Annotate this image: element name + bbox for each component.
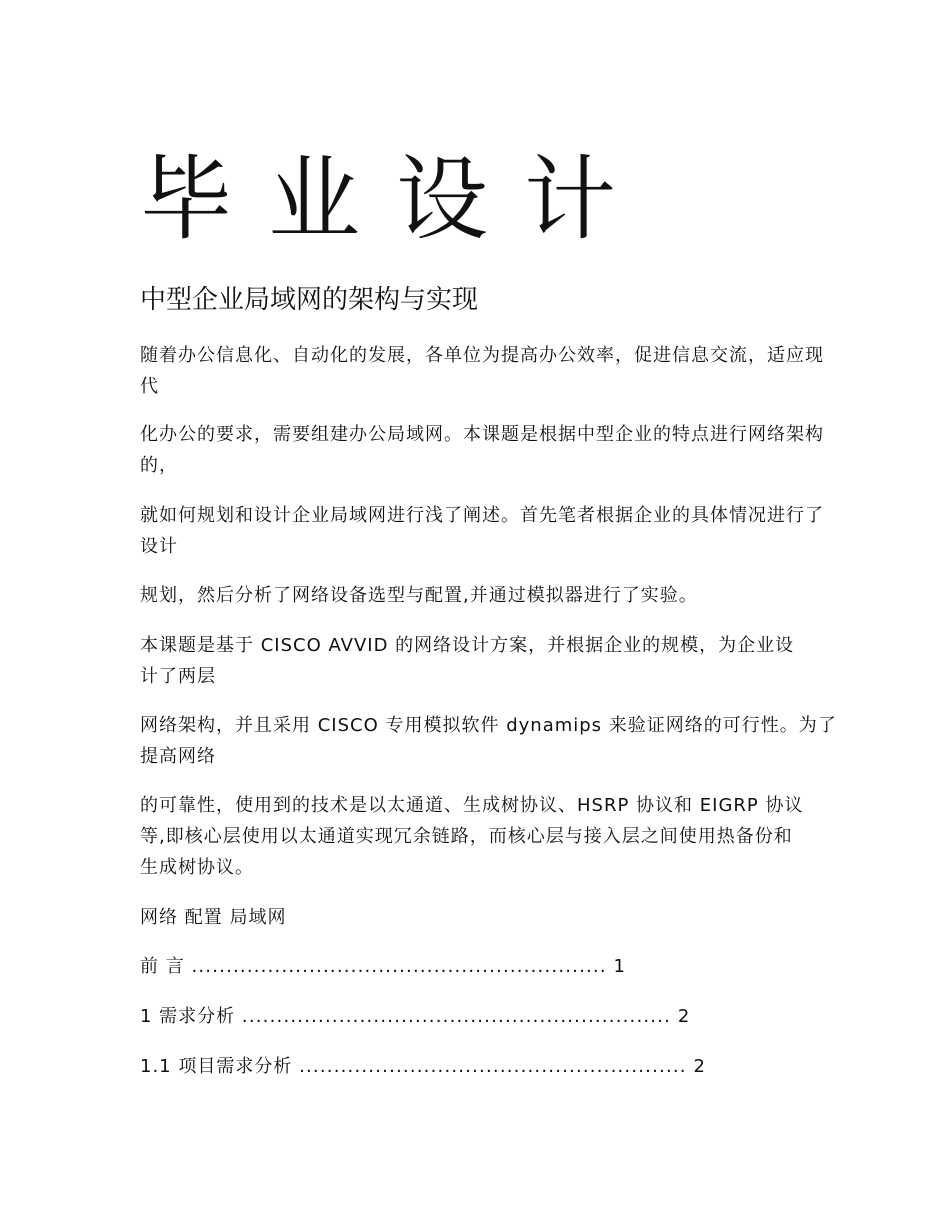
toc-entry-dots: .............................................................. — [241, 1006, 672, 1027]
toc-entry-page: 2 — [677, 1006, 691, 1027]
abstract-paragraph-2: 化办公的要求，需要组建办公局域网。本课题是根据中型企业的特点进行网络架构的， — [140, 424, 824, 476]
keywords: 网络 配置 局域网 — [140, 907, 287, 928]
abstract-paragraph-6: 网络架构，并且采用 CISCO 专用模拟软件 dynamips 来验证网络的可行性。为了提高网络 — [140, 715, 837, 767]
toc-entry-dots: ........................................................ — [299, 1056, 687, 1077]
toc-entry-label: 1 需求分析 — [140, 1006, 236, 1027]
abstract-paragraph-4: 规划，然后分析了网络设备选型与配置,并通过模拟器进行了实验。 — [140, 585, 698, 606]
abstract-paragraph-3: 就如何规划和设计企业局域网进行浅了阐述。首先笔者根据企业的具体情况进行了设计 — [140, 505, 824, 557]
toc-entry-page: 2 — [693, 1056, 706, 1077]
thesis-subtitle: 中型企业局域网的架构与实现 — [140, 285, 479, 315]
abstract-paragraph-1: 随着办公信息化、自动化的发展，各单位为提高办公效率，促进信息交流，适应现代 — [140, 345, 824, 397]
abstract-paragraph-7: 的可靠性，使用到的技术是以太通道、生成树协议、HSRP 协议和 EIGRP 协议等,即核心层使用以太通道实现冗余链路，而核心层与接入层之间使用热备份和生成树协议。 — [140, 795, 804, 878]
toc-entry-label: 前 言 — [140, 956, 185, 977]
toc-entry-requirements[interactable] — [140, 1003, 690, 1031]
toc-entry-preface[interactable] — [140, 953, 626, 981]
toc-entry-label: 1.1 项目需求分析 — [140, 1056, 293, 1077]
toc-entry-project-requirements[interactable] — [140, 1053, 706, 1081]
abstract-paragraph-5: 本课题是基于 CISCO AVVID 的网络设计方案，并根据企业的规模，为企业设计了两层 — [140, 635, 795, 687]
toc-entry-page: 1 — [613, 956, 626, 977]
toc-entry-dots: ............................................................ — [191, 956, 607, 977]
thesis-title: 毕业设计 — [140, 146, 653, 253]
